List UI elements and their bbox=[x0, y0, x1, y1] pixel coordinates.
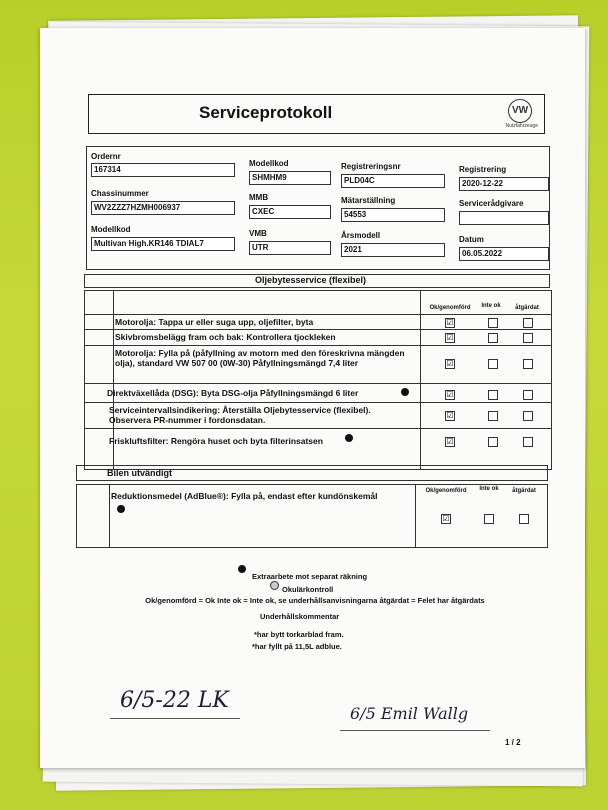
legend-extra: Extraarbete mot separat räkning bbox=[252, 572, 368, 581]
regnr-field: PLD04C bbox=[341, 174, 445, 188]
ok-checkbox[interactable]: ☑ bbox=[446, 390, 454, 399]
modellkod-field: SHMHM9 bbox=[249, 171, 331, 185]
task-motorolja-byta: Motorolja: Tappa ur eller suga upp, oljefilter, byta bbox=[115, 317, 314, 327]
datum-field: 06.05.2022 bbox=[459, 247, 549, 261]
task-motorolja-fylla: Motorolja: Fylla på (påfyllning av motorn med den föreskrivna mängden olja), standard VW 507 00 (0W-30) Påfyllningsmängd 7,4 liter bbox=[115, 348, 405, 368]
table-row bbox=[85, 345, 551, 346]
task-dsg: Direktväxellåda (DSG): Byta DSG-olja Påfyllningsmängd 6 liter bbox=[107, 388, 359, 398]
matar-field: 54553 bbox=[341, 208, 445, 222]
inte-ok-checkbox[interactable] bbox=[488, 318, 498, 328]
legend-key: Ok/genomförd = Ok Inte ok = Inte ok, se underhållsanvisningarna åtgärdat = Felet har åtgärdats bbox=[145, 596, 485, 605]
registrering-field: 2020-12-22 bbox=[459, 177, 549, 191]
handwritten-date: 6/5-22 LK bbox=[120, 688, 229, 713]
ok-checkbox[interactable]: ☑ bbox=[446, 411, 454, 420]
col-inte-header: Inte ok bbox=[481, 303, 501, 309]
oil-section-header bbox=[84, 274, 550, 288]
mmb-field: CXEC bbox=[249, 205, 331, 219]
modellkod-label: Modellkod bbox=[249, 159, 289, 168]
vw-logo-icon: VW bbox=[508, 99, 532, 123]
regnr-label: Registreringsnr bbox=[341, 162, 401, 171]
inte-ok-checkbox[interactable] bbox=[488, 390, 498, 400]
col-inte-header: Inte ok bbox=[479, 486, 499, 492]
exterior-task-table bbox=[76, 484, 548, 548]
col-ok-header: Ok/genomförd bbox=[429, 305, 471, 311]
extra-work-icon bbox=[117, 505, 125, 513]
chassi-label: Chassinummer bbox=[91, 189, 149, 198]
task-adblue: Reduktionsmedel (AdBlue®): Fylla på, endast efter kundönskemål bbox=[111, 491, 378, 501]
table-row bbox=[85, 383, 551, 384]
atgardat-checkbox[interactable] bbox=[523, 318, 533, 328]
atgardat-checkbox[interactable] bbox=[523, 359, 533, 369]
inte-ok-checkbox[interactable] bbox=[488, 437, 498, 447]
ok-checkbox[interactable]: ☑ bbox=[446, 437, 454, 446]
col-atg-header: åtgärdat bbox=[512, 488, 536, 494]
vmb-field: UTR bbox=[249, 241, 331, 255]
ordernr-field: 167314 bbox=[91, 163, 235, 177]
table-row bbox=[85, 428, 551, 429]
atgardat-checkbox[interactable] bbox=[523, 437, 533, 447]
chassi-field: WV2ZZZ7HZMH006937 bbox=[91, 201, 235, 215]
table-divider bbox=[420, 291, 421, 469]
signature: 6/5 Emil Wallg bbox=[350, 704, 469, 723]
ocular-check-icon bbox=[345, 434, 353, 442]
page-number: 1 / 2 bbox=[505, 738, 521, 747]
document-title: Serviceprotokoll bbox=[199, 103, 333, 122]
inte-ok-checkbox[interactable] bbox=[488, 333, 498, 343]
task-skivbroms: Skivbromsbelägg fram och bak: Kontrollera tjockleken bbox=[115, 332, 336, 342]
oil-task-table bbox=[84, 290, 552, 470]
task-serviceintervall: Serviceintervallsindikering: Återställa Oljebytesservice (flexibel). Observera PR-nummer i fordonsdatan. bbox=[109, 405, 371, 425]
modell-field: Multivan High.KR146 TDIAL7 bbox=[91, 237, 235, 251]
registrering-label: Registrering bbox=[459, 165, 507, 174]
exterior-section-title: Bilen utvändigt bbox=[107, 468, 172, 478]
table-row bbox=[85, 314, 551, 315]
modell-label: Modellkod bbox=[91, 225, 131, 234]
task-friskluftsfilter: Friskluftsfilter: Rengöra huset och byta filterinsatsen bbox=[109, 436, 323, 446]
comments-title: Underhållskommentar bbox=[260, 612, 340, 621]
ok-checkbox[interactable]: ☑ bbox=[446, 318, 454, 327]
radgivare-label: Servicerådgivare bbox=[459, 199, 524, 208]
inte-ok-checkbox[interactable] bbox=[488, 359, 498, 369]
title-box bbox=[88, 94, 545, 134]
arsmodell-label: Årsmodell bbox=[341, 231, 381, 240]
atgardat-checkbox[interactable] bbox=[523, 390, 533, 400]
ok-checkbox[interactable]: ☑ bbox=[446, 333, 454, 342]
table-divider bbox=[415, 485, 416, 547]
atgardat-checkbox[interactable] bbox=[523, 411, 533, 421]
mmb-label: MMB bbox=[249, 193, 269, 202]
table-divider bbox=[109, 485, 110, 547]
vehicle-info-box bbox=[86, 146, 550, 270]
oil-section-title: Oljebytesservice (flexibel) bbox=[255, 275, 367, 285]
atgardat-checkbox[interactable] bbox=[523, 333, 533, 343]
exterior-section-header bbox=[76, 465, 548, 481]
matar-label: Mätarställning bbox=[341, 196, 396, 205]
table-row bbox=[85, 402, 551, 403]
extra-work-legend-icon bbox=[238, 565, 246, 573]
service-protocol-document bbox=[40, 28, 585, 768]
signature-line bbox=[340, 730, 490, 731]
extra-work-icon bbox=[401, 388, 409, 396]
radgivare-field bbox=[459, 211, 549, 225]
atgardat-checkbox[interactable] bbox=[519, 514, 529, 524]
inte-ok-checkbox[interactable] bbox=[484, 514, 494, 524]
col-ok-header: Ok/genomförd bbox=[425, 488, 467, 494]
datum-label: Datum bbox=[459, 235, 484, 244]
ok-checkbox[interactable]: ☑ bbox=[442, 514, 450, 523]
ordernr-label: Ordernr bbox=[91, 152, 121, 161]
arsmodell-field: 2021 bbox=[341, 243, 445, 257]
comment-1: *har bytt torkarblad fram. bbox=[254, 630, 344, 639]
ocular-legend-icon bbox=[270, 581, 279, 590]
signature-line bbox=[110, 718, 240, 719]
vmb-label: VMB bbox=[249, 229, 267, 238]
inte-ok-checkbox[interactable] bbox=[488, 411, 498, 421]
ok-checkbox[interactable]: ☑ bbox=[446, 359, 454, 368]
col-atg-header: åtgärdat bbox=[515, 305, 539, 311]
logo-caption: Nutzfahrzeuge bbox=[505, 123, 538, 129]
table-row bbox=[85, 329, 551, 330]
legend-ocular: Okulärkontroll bbox=[282, 585, 334, 594]
comment-2: *har fyllt på 11,5L adblue. bbox=[252, 642, 342, 651]
